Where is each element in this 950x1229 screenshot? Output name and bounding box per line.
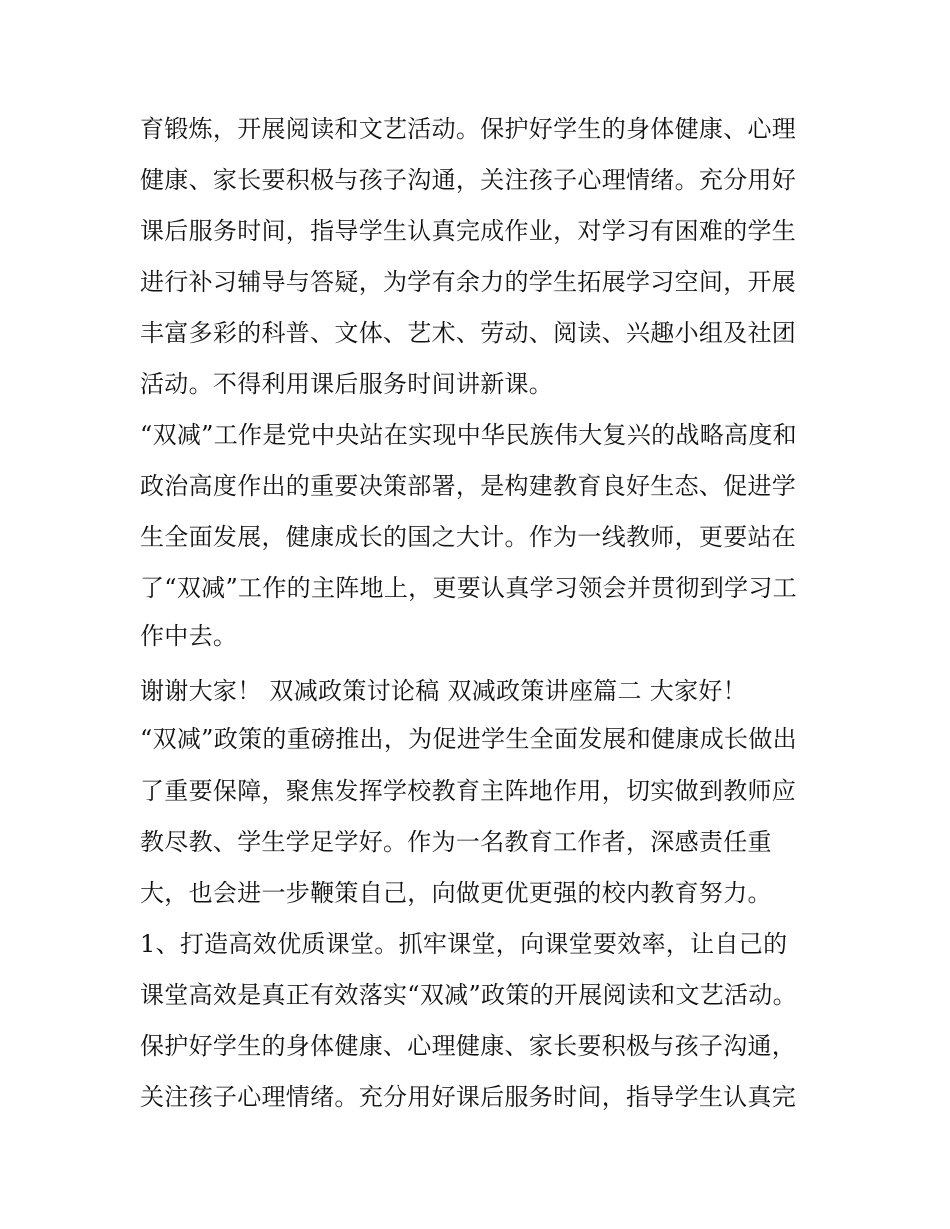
text-line: 1、打造高效优质课堂。抓牢课堂，向课堂要效率，让自己的 [140,930,788,958]
text-line: 了重要保障，聚焦发挥学校教育主阵地作用，切实做到教师应 [140,777,797,805]
text-line: “双减”政策的重磅推出，为促进学生全面发展和健康成长做出 [140,725,797,753]
text-line: 政治高度作出的重要决策部署，是构建教育良好生态、促进学 [140,472,797,500]
text-line: 丰富多彩的科普、文体、艺术、劳动、阅读、兴趣小组及社团 [140,319,797,347]
text-line: 进行补习辅导与答疑，为学有余力的学生拓展学习空间，开展 [140,268,797,296]
text-line: 活动。不得利用课后服务时间讲新课。 [140,370,554,398]
text-line: 课后服务时间，指导学生认真完成作业，对学习有困难的学生 [140,217,797,245]
text-line: “双减”工作是党中央站在实现中华民族伟大复兴的战略高度和 [140,421,797,449]
text-line: 课堂高效是真正有效落实“双减”政策的开展阅读和文艺活动。 [140,981,797,1009]
text-line: 育锻炼，开展阅读和文艺活动。保护好学生的身体健康、心理 [140,115,797,143]
text-line: 作中去。 [140,622,238,650]
text-line: 生全面发展，健康成长的国之大计。作为一线教师，更要站在 [140,523,797,551]
text-line: 关注孩子心理情绪。充分用好课后服务时间，指导学生认真完 [140,1083,797,1111]
text-line: 保护好学生的身体健康、心理健康、家长要积极与孩子沟通， [140,1032,797,1060]
text-line: 谢谢大家！ 双减政策讨论稿 双减政策讲座篇二 大家好！ [140,677,747,705]
text-line: 了“双减”工作的主阵地上，更要认真学习领会并贯彻到学习工 [140,574,797,602]
text-line: 大，也会进一步鞭策自己，向做更优更强的校内教育努力。 [140,879,772,907]
text-line: 教尽教、学生学足学好。作为一名教育工作者，深感责任重 [140,828,772,856]
text-line: 健康、家长要积极与孩子沟通，关注孩子心理情绪。充分用好 [140,166,797,194]
